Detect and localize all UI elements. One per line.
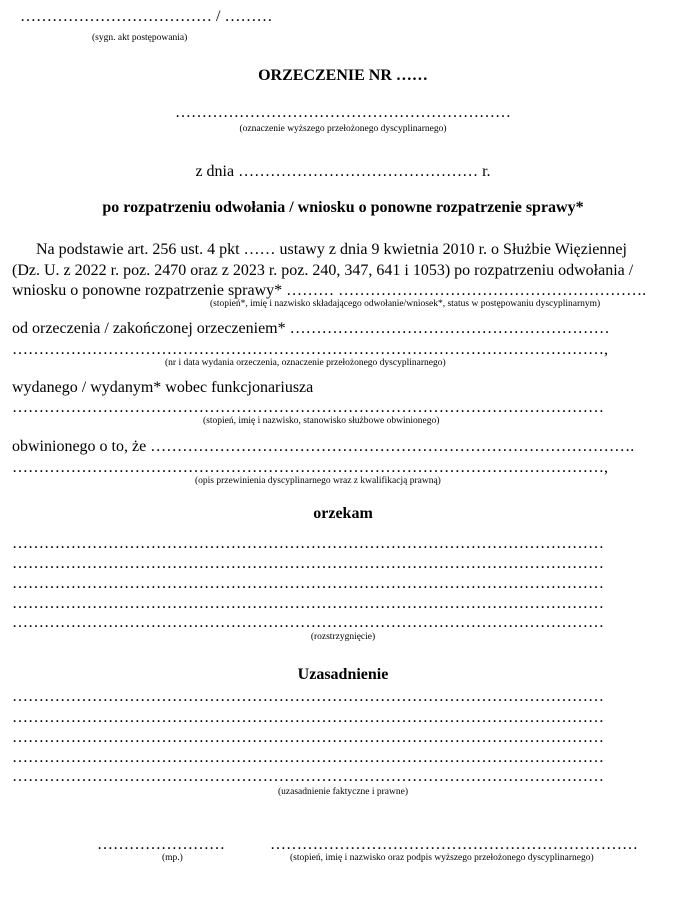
body-p1-line3: wniosku o ponowne rozpatrzenie sprawy* ……… ………………………………………………….: [12, 282, 647, 299]
issuer-caption: (oznaczenie wyższego przełożonego dyscyplinarnego): [239, 124, 447, 134]
body-p3-line1: wydanego / wydanym* wobec funkcjonariusza: [12, 379, 314, 396]
date-line: z dnia ……………………………………… r.: [195, 163, 491, 180]
ruling-heading: orzekam: [313, 505, 373, 522]
ruling-line: …………………………………………………………………………………………………: [12, 614, 604, 631]
body-p4-line1: obwinionego o to, że ……………………………………………………………………………….: [12, 438, 635, 455]
justification-heading: Uzasadnienie: [297, 666, 389, 683]
body-p3-caption: (stopień, imię i nazwisko, stanowisko służbowe obwinionego): [203, 416, 440, 426]
body-p1-line1: Na podstawie art. 256 ust. 4 pkt …… ustawy z dnia 9 kwietnia 2010 r. o Służbie Więziennej: [36, 241, 627, 258]
document-subtitle: po rozpatrzeniu odwołania / wniosku o ponowne rozpatrzenie sprawy*: [102, 199, 584, 216]
justification-line: …………………………………………………………………………………………………: [12, 768, 604, 785]
body-p4-caption: (opis przewinienia dyscyplinarnego wraz z kwalifikacją prawną): [195, 476, 441, 486]
ruling-line: …………………………………………………………………………………………………: [12, 595, 604, 612]
justification-line: …………………………………………………………………………………………………: [12, 729, 604, 746]
case-ref-caption: (sygn. akt postępowania): [92, 33, 188, 43]
signature-caption: (stopień, imię i nazwisko oraz podpis wyższego przełożonego dyscyplinarnego): [290, 853, 594, 863]
body-p2-line2: …………………………………………………………………………………………………,: [12, 341, 608, 358]
document-title: ORZECZENIE NR ……: [258, 67, 428, 84]
ruling-caption: (rozstrzygnięcie): [310, 632, 376, 642]
justification-line: …………………………………………………………………………………………………: [12, 688, 604, 705]
justification-caption: (uzasadnienie faktyczne i prawne): [277, 787, 409, 797]
signature-line: ……………………………………………………………: [270, 836, 638, 853]
stamp-caption: (mp.): [162, 853, 183, 863]
body-p4-line2: …………………………………………………………………………………………………,: [12, 459, 608, 476]
body-p1-caption: (stopień*, imię i nazwisko składającego odwołanie/wniosek*, status w postępowaniu dyscyplinarnym): [210, 299, 601, 309]
body-p3-line2: …………………………………………………………………………………………………: [12, 399, 604, 416]
justification-line: …………………………………………………………………………………………………: [12, 709, 604, 726]
issuer-line: ………………………………………………………: [175, 104, 511, 121]
ruling-line: …………………………………………………………………………………………………: [12, 575, 604, 592]
ruling-line: …………………………………………………………………………………………………: [12, 535, 604, 552]
case-ref-line: ……………………………… / ………: [20, 8, 273, 25]
body-p2-line1: od orzeczenia / zakończonej orzeczeniem* ……………………………………………………: [12, 320, 610, 337]
justification-line: …………………………………………………………………………………………………: [12, 749, 604, 766]
stamp-line: ……………………: [97, 836, 225, 853]
body-p2-caption: (nr i data wydania orzeczenia, oznaczenie przełożonego dyscyplinarnego): [165, 358, 446, 368]
ruling-line: …………………………………………………………………………………………………: [12, 555, 604, 572]
body-p1-line2: (Dz. U. z 2022 r. poz. 2470 oraz z 2023 r. poz. 240, 347, 641 i 1053) po rozpatrzeniu odwołania /: [12, 262, 634, 279]
